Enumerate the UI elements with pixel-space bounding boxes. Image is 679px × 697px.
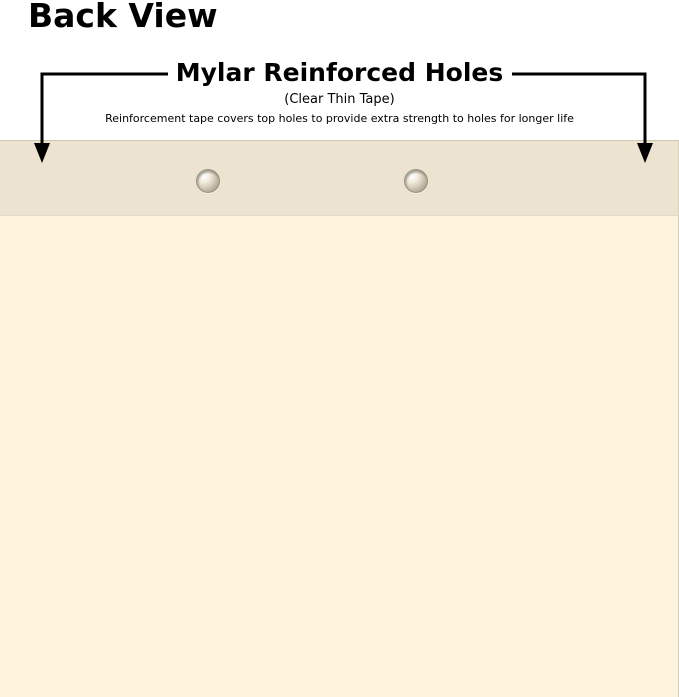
callout-text-block — [0, 58, 679, 126]
callout-note: Reinforcement tape covers top holes to provide extra strength to holes for longer life — [105, 112, 574, 125]
page-title: Back View — [28, 0, 218, 35]
callout-subtitle: (Clear Thin Tape) — [284, 92, 395, 107]
notepad-illustration — [0, 140, 679, 696]
callout-title: Mylar Reinforced Holes — [175, 58, 504, 87]
notepad-sheet-body — [0, 216, 679, 697]
mylar-reinforced-strip — [0, 141, 679, 216]
left-hole — [196, 169, 220, 193]
right-hole — [404, 169, 428, 193]
